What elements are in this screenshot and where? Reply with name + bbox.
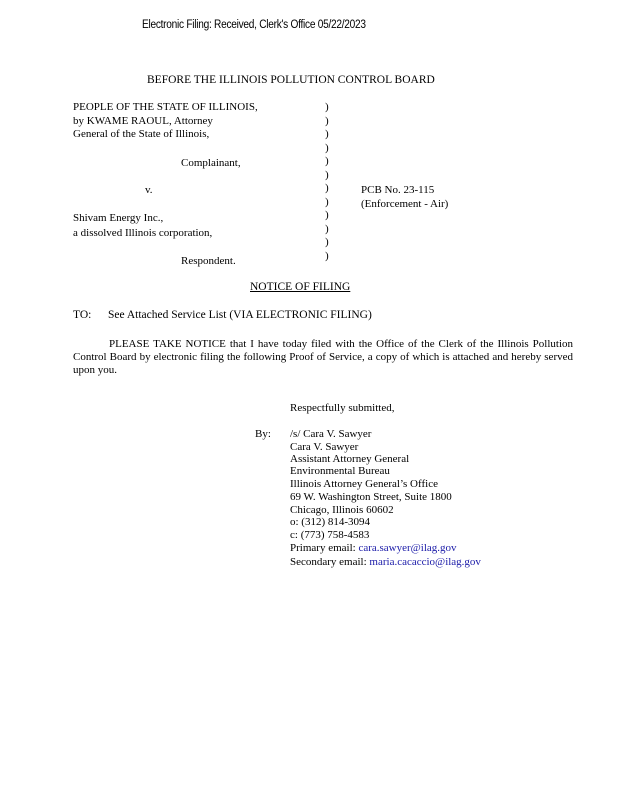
primary-email-label: Primary email: bbox=[290, 542, 356, 554]
caption-paren: ) bbox=[325, 114, 329, 127]
plaintiff-line-3: General of the State of Illinois, bbox=[73, 128, 210, 140]
filing-stamp: Electronic Filing: Received, Clerk's Office 05/22/2023 bbox=[142, 19, 366, 31]
caption-paren: ) bbox=[325, 195, 329, 208]
electronic-signature: /s/ Cara V. Sawyer bbox=[290, 428, 372, 440]
caption-paren: ) bbox=[325, 168, 329, 181]
respondent-label: Respondent. bbox=[181, 255, 236, 267]
defendant-line-2: a dissolved Illinois corporation, bbox=[73, 227, 213, 239]
signer-city: Chicago, Illinois 60602 bbox=[290, 504, 394, 516]
notice-body: PLEASE TAKE NOTICE that I have today filed with the Office of the Clerk of the Illinois Pollution Control Board by electronic filing the following Proof of Service, a copy of which is attached and hereby served upon you. bbox=[73, 338, 573, 376]
cell-phone: c: (773) 758-4583 bbox=[290, 529, 370, 541]
case-number: PCB No. 23-115 bbox=[361, 184, 435, 196]
primary-email-row bbox=[290, 542, 457, 555]
signer-street: 69 W. Washington Street, Suite 1800 bbox=[290, 491, 452, 503]
caption-paren-column bbox=[325, 101, 333, 263]
versus-label: v. bbox=[145, 184, 153, 196]
caption-paren: ) bbox=[325, 155, 329, 167]
caption-paren: ) bbox=[325, 236, 329, 248]
signer-bureau: Environmental Bureau bbox=[290, 465, 390, 477]
caption-paren: ) bbox=[325, 101, 329, 113]
caption-paren: ) bbox=[325, 128, 329, 140]
complainant-label: Complainant, bbox=[181, 157, 241, 169]
primary-email-link[interactable]: cara.sawyer@ilag.gov bbox=[358, 542, 457, 554]
closing: Respectfully submitted, bbox=[290, 402, 395, 414]
case-type: (Enforcement - Air) bbox=[361, 198, 449, 210]
caption-paren: ) bbox=[325, 209, 329, 221]
office-phone: o: (312) 814-3094 bbox=[290, 516, 371, 528]
notice-title: NOTICE OF FILING bbox=[250, 281, 351, 293]
caption-paren: ) bbox=[325, 222, 329, 235]
secondary-email-label: Secondary email: bbox=[290, 556, 367, 568]
caption-paren: ) bbox=[325, 249, 329, 262]
secondary-email-link[interactable]: maria.cacaccio@ilag.gov bbox=[369, 556, 481, 568]
signer-office: Illinois Attorney General’s Office bbox=[290, 478, 438, 490]
caption-paren: ) bbox=[325, 141, 329, 154]
signer-title: Assistant Attorney General bbox=[290, 453, 410, 465]
to-recipients: See Attached Service List (VIA ELECTRONIC FILING) bbox=[108, 309, 372, 321]
by-label: By: bbox=[255, 428, 271, 440]
plaintiff-line-2: by KWAME RAOUL, Attorney bbox=[73, 115, 213, 127]
to-label: TO: bbox=[73, 309, 92, 321]
secondary-email-row bbox=[290, 556, 481, 569]
signer-name: Cara V. Sawyer bbox=[290, 441, 359, 453]
defendant-line-1: Shivam Energy Inc., bbox=[73, 212, 164, 224]
caption-paren: ) bbox=[325, 182, 329, 194]
board-title: BEFORE THE ILLINOIS POLLUTION CONTROL BOARD bbox=[147, 74, 435, 86]
plaintiff-line-1: PEOPLE OF THE STATE OF ILLINOIS, bbox=[73, 101, 258, 113]
